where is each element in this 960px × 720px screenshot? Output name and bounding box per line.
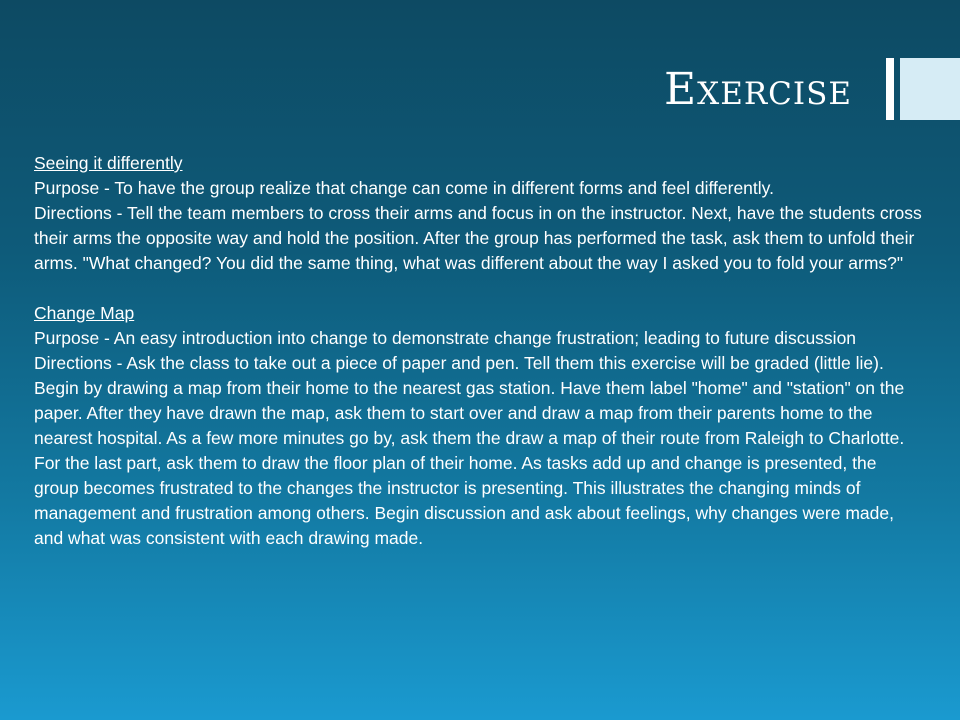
section-purpose-change-map: Purpose - An easy introduction into change to demonstrate change frustration; leading to future discussion — [34, 328, 857, 348]
title-accent-box — [900, 58, 960, 120]
section-heading-seeing-it-differently: Seeing it differently — [34, 153, 183, 173]
section-directions-change-map: Directions - Ask the class to take out a piece of paper and pen. Tell them this exercise will be graded (little lie). Begin by drawing a map from their home to the nearest gas station. Have them label "home" and "station" on the paper. After they have drawn the map, ask them to start over and draw a map from their parents home to the nearest hospital. As a few more minutes go by, ask them the draw a map of their route from Raleigh to Charlotte. For the last part, ask them to draw the floor plan of their home. As tasks add up and change is presented, the group becomes frustrated to the changes the instructor is presenting. This illustrates the changing minds of management and frustration among others. Begin discussion and ask about feelings, why changes were made, and what was consistent with each drawing made. — [34, 353, 905, 548]
section-heading-change-map: Change Map — [34, 303, 135, 323]
slide-title: Exercise — [664, 64, 852, 115]
section-spacer — [34, 276, 924, 301]
section-purpose-seeing-it-differently: Purpose - To have the group realize that change can come in different forms and feel differently. — [34, 178, 774, 198]
slide-body — [34, 151, 924, 551]
section-directions-seeing-it-differently: Directions - Tell the team members to cross their arms and focus in on the instructor. Next, have the students cross their arms the opposite way and hold the position. After the group has performed the task, ask them to unfold their arms. "What changed? You did the same thing, what was different about the way I asked you to fold your arms?" — [34, 203, 922, 273]
title-accent-bar — [886, 58, 894, 120]
